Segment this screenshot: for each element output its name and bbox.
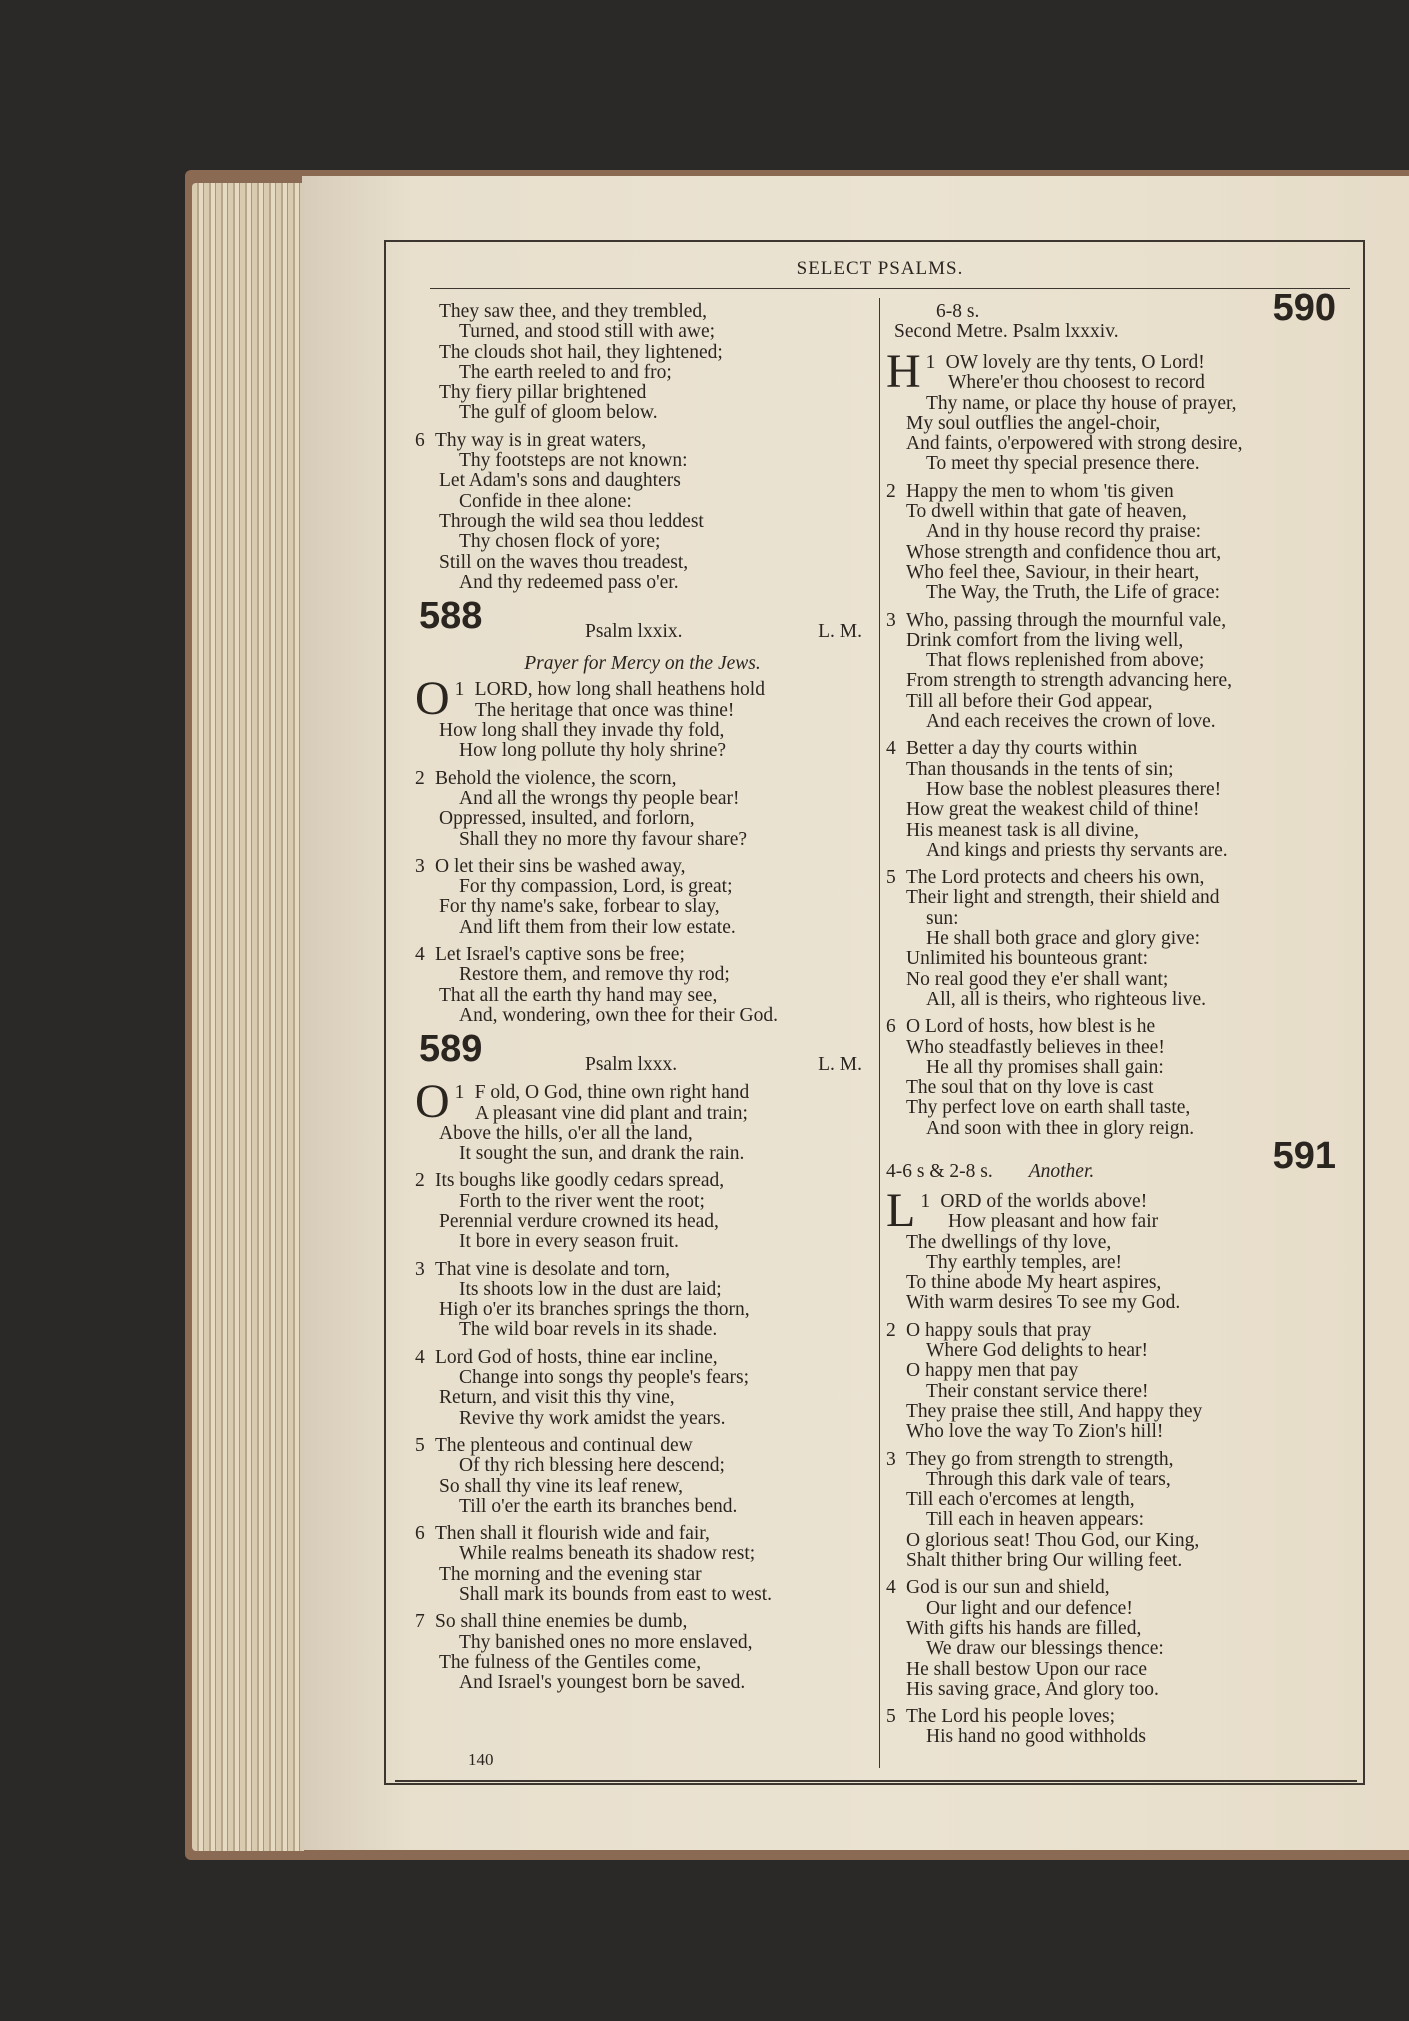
verse-line: How long pollute thy holy shrine? — [459, 740, 727, 762]
verse-line — [886, 1707, 1346, 1727]
page-number: 140 — [468, 1750, 494, 1769]
stanza-number: 1 — [454, 1082, 465, 1104]
verse-line — [886, 868, 1346, 888]
psalm-number: 591 — [1272, 1134, 1336, 1177]
stanza — [886, 1321, 1346, 1443]
verse-line: Shalt thither bring Our willing feet. — [906, 1550, 1183, 1572]
verse-line: Who feel thee, Saviour, in their heart, — [906, 561, 1200, 583]
verse-line: All, all is theirs, who righteous live. — [926, 988, 1207, 1010]
stanza — [415, 1612, 870, 1693]
verse-line — [886, 739, 1346, 759]
verse-line: He all thy promises shall gain: — [926, 1056, 1164, 1078]
verse-text: O Lord of hosts, how blest is he — [906, 1016, 1156, 1038]
verse-line — [886, 1321, 1346, 1341]
drop-capital: O — [415, 1075, 450, 1129]
psalm-meter: 6-8 s. — [936, 301, 980, 322]
psalm-metre: Second Metre. — [894, 321, 1008, 343]
verse-line: Oppressed, insulted, and forlorn, — [439, 808, 695, 830]
verse-line: We draw our blessings thence: — [926, 1638, 1164, 1660]
verse-line: And Israel's youngest born be saved. — [459, 1672, 746, 1694]
stanza — [886, 868, 1346, 1010]
stanza-number: 2 — [886, 480, 896, 502]
stanza — [886, 1578, 1346, 1700]
verse-line: Let Adam's sons and daughters — [439, 470, 681, 492]
verse-text: Then shall it flourish wide and fair, — [435, 1523, 710, 1545]
left-column — [415, 302, 870, 1701]
verse-line: And kings and priests thy servants are. — [926, 839, 1228, 861]
verse-line — [415, 1171, 870, 1191]
verse-line: And each receives the crown of love. — [926, 711, 1216, 733]
verse-line: That flows replenished from above; — [926, 650, 1205, 672]
right-column — [886, 287, 1346, 1755]
stanza-number: 2 — [415, 767, 425, 789]
verse-line: Than thousands in the tents of sin; — [906, 758, 1174, 780]
verse-line: The dwellings of thy love, — [906, 1231, 1112, 1253]
verse-line: Thy name, or place thy house of prayer, — [926, 392, 1237, 414]
verse-line: Through the wild sea thou leddest — [439, 510, 704, 532]
verse-line: How great the weakest child of thine! — [906, 799, 1200, 821]
verse-line: His meanest task is all divine, — [906, 819, 1139, 841]
stanza-number: 5 — [886, 1706, 896, 1728]
verse-line: Their light and strength, their shield and — [906, 887, 1220, 909]
verse-line: Perennial verdure crowned its head, — [439, 1210, 719, 1232]
verse-line: sun: — [926, 907, 959, 929]
stanza — [415, 1524, 870, 1605]
verse-text: Better a day thy courts within — [906, 738, 1138, 760]
psalm-reference: Psalm lxxix. — [585, 621, 683, 643]
verse-line: The soul that on thy love is cast — [906, 1077, 1154, 1099]
stanza-number: 6 — [886, 1016, 896, 1038]
psalm-number: 588 — [419, 595, 483, 638]
verse-line: Still on the waves thou treadest, — [439, 551, 689, 573]
verse-text: Its boughs like goodly cedars spread, — [435, 1170, 725, 1192]
verse-text: So shall thine enemies be dumb, — [435, 1611, 688, 1633]
stanza-number: 1 — [454, 679, 465, 701]
verse-line: How pleasant and how fair — [948, 1211, 1159, 1233]
verse-line: That all the earth thy hand may see, — [439, 984, 718, 1006]
verse-line: His saving grace, And glory too. — [906, 1678, 1159, 1700]
verse-text: ORD of the worlds above! — [940, 1190, 1148, 1212]
verse-text: O let their sins be washed away, — [435, 855, 686, 877]
verse-text: Let Israel's captive sons be free; — [435, 944, 685, 966]
verse-line: It sought the sun, and drank the rain. — [459, 1143, 745, 1165]
verse-line: O glorious seat! Thou God, our King, — [906, 1529, 1200, 1551]
verse-line: It bore in every season fruit. — [459, 1231, 679, 1253]
verse-line: Till each o'ercomes at length, — [906, 1489, 1135, 1511]
psalm-number: 589 — [419, 1028, 483, 1071]
psalm-heading — [886, 1134, 1346, 1192]
verse-line: And faints, o'erpowered with strong desire, — [906, 433, 1243, 455]
verse-line: Drink comfort from the living well, — [906, 629, 1184, 651]
verse-line — [886, 1017, 1346, 1037]
verse-text: LORD, how long shall heathens hold — [474, 679, 765, 701]
verse-line: So shall thy vine its leaf renew, — [439, 1475, 684, 1497]
verse-text: That vine is desolate and torn, — [435, 1258, 671, 1280]
stanza-number: 3 — [886, 609, 896, 631]
verse-line: Where God delights to hear! — [926, 1340, 1149, 1362]
verse-text: Behold the violence, the scorn, — [435, 767, 677, 789]
verse-text: Thy way is in great waters, — [435, 429, 647, 451]
stanza — [886, 739, 1346, 861]
verse-text: F old, O God, thine own right hand — [474, 1082, 750, 1104]
verse-line: My soul outflies the angel-choir, — [906, 412, 1161, 434]
psalm-meter: 4-6 s & 2-8 s. — [886, 1160, 993, 1182]
verse-line: For thy compassion, Lord, is great; — [459, 876, 733, 898]
running-header: SELECT PSALMS. — [796, 258, 964, 279]
verse-line: To meet thy special presence there. — [926, 453, 1200, 475]
verse-line: The gulf of gloom below. — [459, 402, 658, 424]
psalm-reference: Psalm lxxx. — [585, 1054, 678, 1076]
verse-line — [886, 482, 1346, 502]
drop-capital: L — [886, 1183, 916, 1237]
verse-text: OW lovely are thy tents, O Lord! — [945, 352, 1205, 373]
psalm-number: 590 — [1272, 287, 1336, 329]
verse-line: Who love the way To Zion's hill! — [906, 1421, 1164, 1443]
verse-line: He shall both grace and glory give: — [926, 928, 1200, 950]
stanza — [886, 482, 1346, 604]
verse-line: With warm desires To see my God. — [906, 1292, 1181, 1314]
verse-line: Change into songs thy people's fears; — [459, 1367, 750, 1389]
stanza-gap — [886, 1748, 1346, 1755]
verse-text: God is our sun and shield, — [906, 1577, 1110, 1599]
stanza — [886, 611, 1346, 733]
stanza — [415, 1171, 870, 1252]
stanza-number: 7 — [415, 1611, 425, 1633]
verse-line: High o'er its branches springs the thorn, — [439, 1299, 750, 1321]
verse-line: The clouds shot hail, they lightened; — [439, 341, 723, 363]
verse-line: And in thy house record thy praise: — [926, 521, 1202, 543]
verse-line: How base the noblest pleasures there! — [926, 778, 1222, 800]
page-edges — [192, 183, 304, 1851]
verse-line: From strength to strength advancing here, — [906, 670, 1233, 692]
stanza-number: 4 — [415, 944, 425, 966]
stanza — [415, 945, 870, 1026]
stanza-number: 5 — [415, 1434, 425, 1456]
verse-line: Thy footsteps are not known: — [459, 450, 688, 472]
stanza — [886, 1183, 1346, 1314]
verse-line: Their constant service there! — [926, 1380, 1149, 1402]
verse-line: He shall bestow Upon our race — [906, 1658, 1147, 1680]
verse-line: No real good they e'er shall want; — [906, 968, 1169, 990]
verse-line: Thy banished ones no more enslaved, — [459, 1631, 753, 1653]
verse-line: O happy men that pay — [906, 1360, 1079, 1382]
stanza — [886, 1450, 1346, 1572]
stanza-number: 3 — [415, 855, 425, 877]
stanza-number: 3 — [886, 1448, 896, 1470]
verse-text: The Lord protects and cheers his own, — [906, 867, 1205, 889]
verse-line: Till each in heaven appears: — [926, 1509, 1145, 1531]
verse-line: Thy fiery pillar brightened — [439, 382, 647, 404]
verse-line — [415, 857, 870, 877]
verse-line: For thy name's sake, forbear to slay, — [439, 896, 720, 918]
stanza — [415, 769, 870, 850]
psalm-reference: Another. — [1028, 1160, 1095, 1182]
verse-line: Its shoots low in the dust are laid; — [459, 1278, 722, 1300]
stanza — [415, 857, 870, 938]
verse-line: Forth to the river went the root; — [459, 1190, 705, 1212]
verse-text: The plenteous and continual dew — [435, 1434, 693, 1456]
stanza-number: 4 — [886, 738, 896, 760]
stanza — [415, 672, 870, 762]
verse-line: Whose strength and confidence thou art, — [906, 541, 1222, 563]
verse-line: Unlimited his bounteous grant: — [906, 948, 1149, 970]
verse-line: Shall mark its bounds from east to west. — [459, 1584, 773, 1606]
verse-line: Of thy rich blessing here descend; — [459, 1455, 725, 1477]
stanza-number: 2 — [886, 1319, 896, 1341]
verse-line: And thy redeemed pass o'er. — [459, 571, 679, 593]
verse-line: And all the wrongs thy people bear! — [459, 787, 740, 809]
verse-line: And, wondering, own thee for their God. — [459, 1004, 778, 1026]
verse-line: While realms beneath its shadow rest; — [459, 1543, 756, 1565]
column-divider — [879, 298, 880, 1768]
header-rule — [430, 288, 1350, 289]
stanza-number: 6 — [415, 429, 425, 451]
verse-text: O happy souls that pray — [906, 1319, 1092, 1341]
verse-line: They praise thee still, And happy they — [906, 1400, 1203, 1422]
verse-line: To thine abode My heart aspires, — [906, 1272, 1162, 1294]
verse-line: Till all before their God appear, — [906, 690, 1153, 712]
verse-line: Thy chosen flock of yore; — [459, 531, 661, 553]
psalm-subtitle: Prayer for Mercy on the Jews. — [524, 653, 761, 675]
stanza-gap — [415, 593, 870, 600]
stanza-number: 4 — [415, 1346, 425, 1368]
verse-line: Who steadfastly believes in thee! — [906, 1036, 1165, 1058]
stanza — [415, 1075, 870, 1165]
verse-line: The Way, the Truth, the Life of grace: — [926, 582, 1221, 604]
verse-line: Turned, and stood still with awe; — [459, 321, 716, 343]
verse-line: They saw thee, and they trembled, — [439, 301, 708, 322]
verse-line: To dwell within that gate of heaven, — [906, 501, 1187, 523]
verse-line — [415, 769, 870, 789]
stanza-number: 5 — [886, 867, 896, 889]
verse-line — [415, 1612, 870, 1632]
drop-capital: H — [886, 345, 921, 398]
verse-line: The morning and the evening star — [439, 1563, 702, 1585]
verse-line: Restore them, and remove thy rod; — [459, 964, 730, 986]
verse-line: The wild boar revels in its shade. — [459, 1319, 718, 1341]
verse-line: His hand no good withholds — [926, 1726, 1146, 1748]
verse-text: The Lord his people loves; — [906, 1706, 1116, 1728]
verse-line — [415, 1348, 870, 1368]
psalm-heading — [415, 1028, 870, 1083]
psalm-meter: L. M. — [818, 1054, 862, 1076]
verse-line: Shall they no more thy favour share? — [459, 828, 748, 850]
verse-text: Happy the men to whom 'tis given — [906, 480, 1174, 502]
verse-line — [415, 1524, 870, 1544]
stanza-number: 4 — [886, 1577, 896, 1599]
stanza — [886, 1707, 1346, 1748]
stanza — [415, 1436, 870, 1517]
verse-line: Revive thy work amidst the years. — [459, 1407, 726, 1429]
psalm-reference: Psalm lxxxiv. — [1012, 321, 1119, 343]
verse-line — [415, 1260, 870, 1280]
verse-line: Thy earthly temples, are! — [926, 1251, 1122, 1273]
stanza — [415, 1260, 870, 1341]
verse-line: Return, and visit this thy vine, — [439, 1387, 675, 1409]
verse-line — [886, 1578, 1346, 1598]
stanza — [886, 345, 1346, 475]
verse-text: Lord God of hosts, thine ear incline, — [435, 1346, 718, 1368]
verse-text: They go from strength to strength, — [906, 1448, 1174, 1470]
drop-capital: O — [415, 672, 450, 726]
verse-line: Our light and our defence! — [926, 1597, 1133, 1619]
verse-line — [886, 1450, 1346, 1470]
verse-text: Who, passing through the mournful vale, — [906, 609, 1227, 631]
verse-line: Confide in thee alone: — [459, 490, 632, 512]
verse-line: And soon with thee in glory reign. — [926, 1117, 1195, 1139]
verse-line: The earth reeled to and fro; — [459, 361, 672, 383]
verse-line: The fulness of the Gentiles come, — [439, 1651, 702, 1673]
verse-line: A pleasant vine did plant and train; — [475, 1102, 748, 1124]
verse-line: With gifts his hands are filled, — [906, 1617, 1142, 1639]
stanza — [415, 1348, 870, 1429]
stanza-number: 2 — [415, 1170, 425, 1192]
verse-line: Through this dark vale of tears, — [926, 1468, 1171, 1490]
stanza-number: 6 — [415, 1523, 425, 1545]
verse-line — [415, 1436, 870, 1456]
stanza-number: 1 — [925, 352, 936, 373]
verse-line: Thy perfect love on earth shall taste, — [906, 1097, 1191, 1119]
stanza-gap — [415, 1694, 870, 1701]
verse-line: Above the hills, o'er all the land, — [439, 1122, 693, 1144]
verse-line — [415, 431, 870, 451]
psalm-heading — [415, 595, 870, 650]
verse-line — [415, 945, 870, 965]
verse-line: And lift them from their low estate. — [459, 916, 736, 938]
stanza — [886, 1017, 1346, 1139]
stanza-gap — [415, 1026, 870, 1033]
stanza-number: 3 — [415, 1258, 425, 1280]
verse-line — [886, 611, 1346, 631]
verse-line: Where'er thou choosest to record — [948, 372, 1205, 394]
verse-line: How long shall they invade thy fold, — [439, 720, 725, 742]
stanza-number: 1 — [920, 1190, 931, 1212]
psalm-meter: L. M. — [818, 621, 862, 643]
psalm-heading — [886, 287, 1346, 346]
verse-line: The heritage that once was thine! — [475, 699, 735, 721]
verse-line: Till o'er the earth its branches bend. — [459, 1495, 738, 1517]
